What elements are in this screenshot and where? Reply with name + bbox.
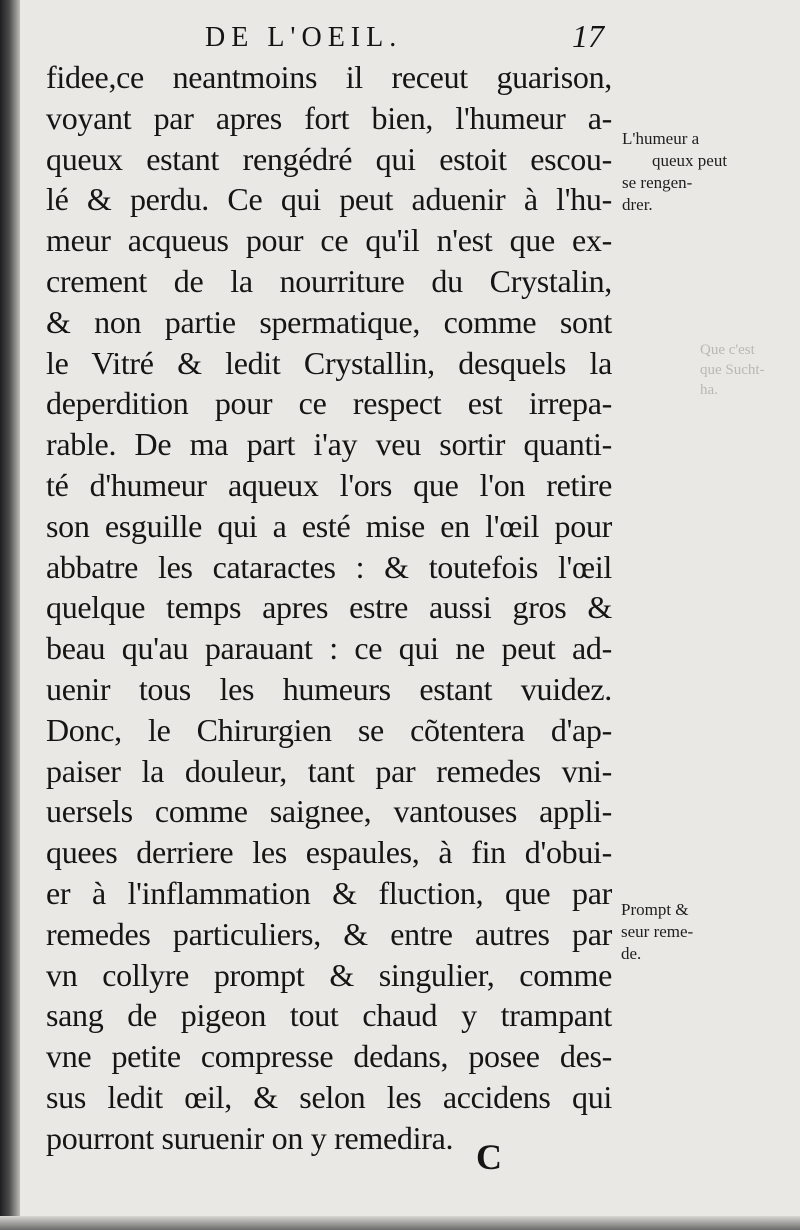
page-bottom-shadow — [0, 1216, 800, 1230]
text-line: remedes particuliers, & entre autres par — [46, 915, 612, 952]
text-line: rable. De ma part i'ay veu sortir quanti- — [46, 426, 612, 463]
page-number: 17 — [572, 18, 604, 54]
text-line: sang de pigeon tout chaud y trampant — [46, 997, 612, 1034]
margin-note-line: se rengen- — [622, 173, 693, 192]
text-line: meur acqueus pour ce qu'il n'est que ex- — [46, 222, 612, 259]
text-line: deperdition pour ce respect est irrepa- — [46, 385, 612, 422]
text-line: Donc, le Chirurgien se cõtentera d'ap- — [46, 711, 612, 748]
text-line: vn collyre prompt & singulier, comme — [46, 956, 612, 993]
text-line: quelque temps apres estre aussi gros & — [46, 589, 612, 626]
margin-note-line: seur reme- — [621, 922, 694, 941]
margin-note-line: L'humeur a — [622, 129, 700, 148]
text-line: abbatre les cataractes : & toutefois l'œil — [46, 548, 612, 585]
margin-note-line: de. — [621, 944, 642, 963]
text-line: voyant par apres fort bien, l'humeur a- — [46, 99, 612, 136]
text-line: pourront suruenir on y remedira. — [46, 1119, 454, 1156]
text-line: fidee,ce neantmoins il receut guarison, — [46, 59, 612, 95]
text-line: le Vitré & ledit Crystallin, desquels la — [46, 344, 612, 381]
page-header — [0, 18, 800, 58]
text-line: son esguille qui a esté mise en l'œil pour — [46, 507, 612, 544]
text-line: paiser la douleur, tant par remedes vni- — [46, 752, 612, 789]
margin-note-line: Prompt & — [621, 900, 689, 919]
text-line: lé & perdu. Ce qui peut aduenir à l'hu- — [46, 181, 612, 218]
text-line: quees derriere les espaules, à fin d'obui- — [46, 834, 612, 871]
text-line: té d'humeur aqueux l'ors que l'on retire — [46, 466, 612, 503]
catchword: C — [476, 1137, 502, 1177]
text-line: er à l'inflammation & fluction, que par — [46, 874, 612, 911]
bleedthrough-line: ha. — [700, 382, 718, 398]
text-line: beau qu'au parauant : ce qui ne peut ad- — [46, 630, 612, 667]
body-text — [46, 57, 612, 1159]
bleedthrough-line: Que c'est — [700, 342, 755, 358]
running-head: DE L'OEIL. — [205, 22, 403, 53]
text-line: sus ledit œil, & selon les accidens qui — [46, 1078, 612, 1115]
text-line: & non partie spermatique, comme sont — [46, 303, 612, 340]
text-line: crement de la nourriture du Crystalin, — [46, 262, 612, 299]
text-line: uersels comme saignee, vantouses appli- — [46, 793, 612, 830]
margin-note-prompt — [621, 899, 791, 965]
bleedthrough-text — [700, 340, 765, 400]
margin-note-humeur — [622, 128, 792, 216]
page-binding-shadow — [0, 0, 20, 1230]
text-line: uenir tous les humeurs estant vuidez. — [46, 670, 612, 707]
text-line: queux estant rengédré qui estoit escou- — [46, 140, 612, 177]
margin-note-line: drer. — [622, 195, 653, 214]
bleedthrough-line: que Sucht- — [700, 362, 765, 378]
text-line: vne petite compresse dedans, posee des- — [46, 1038, 612, 1075]
margin-note-line: queux peut — [652, 151, 728, 170]
